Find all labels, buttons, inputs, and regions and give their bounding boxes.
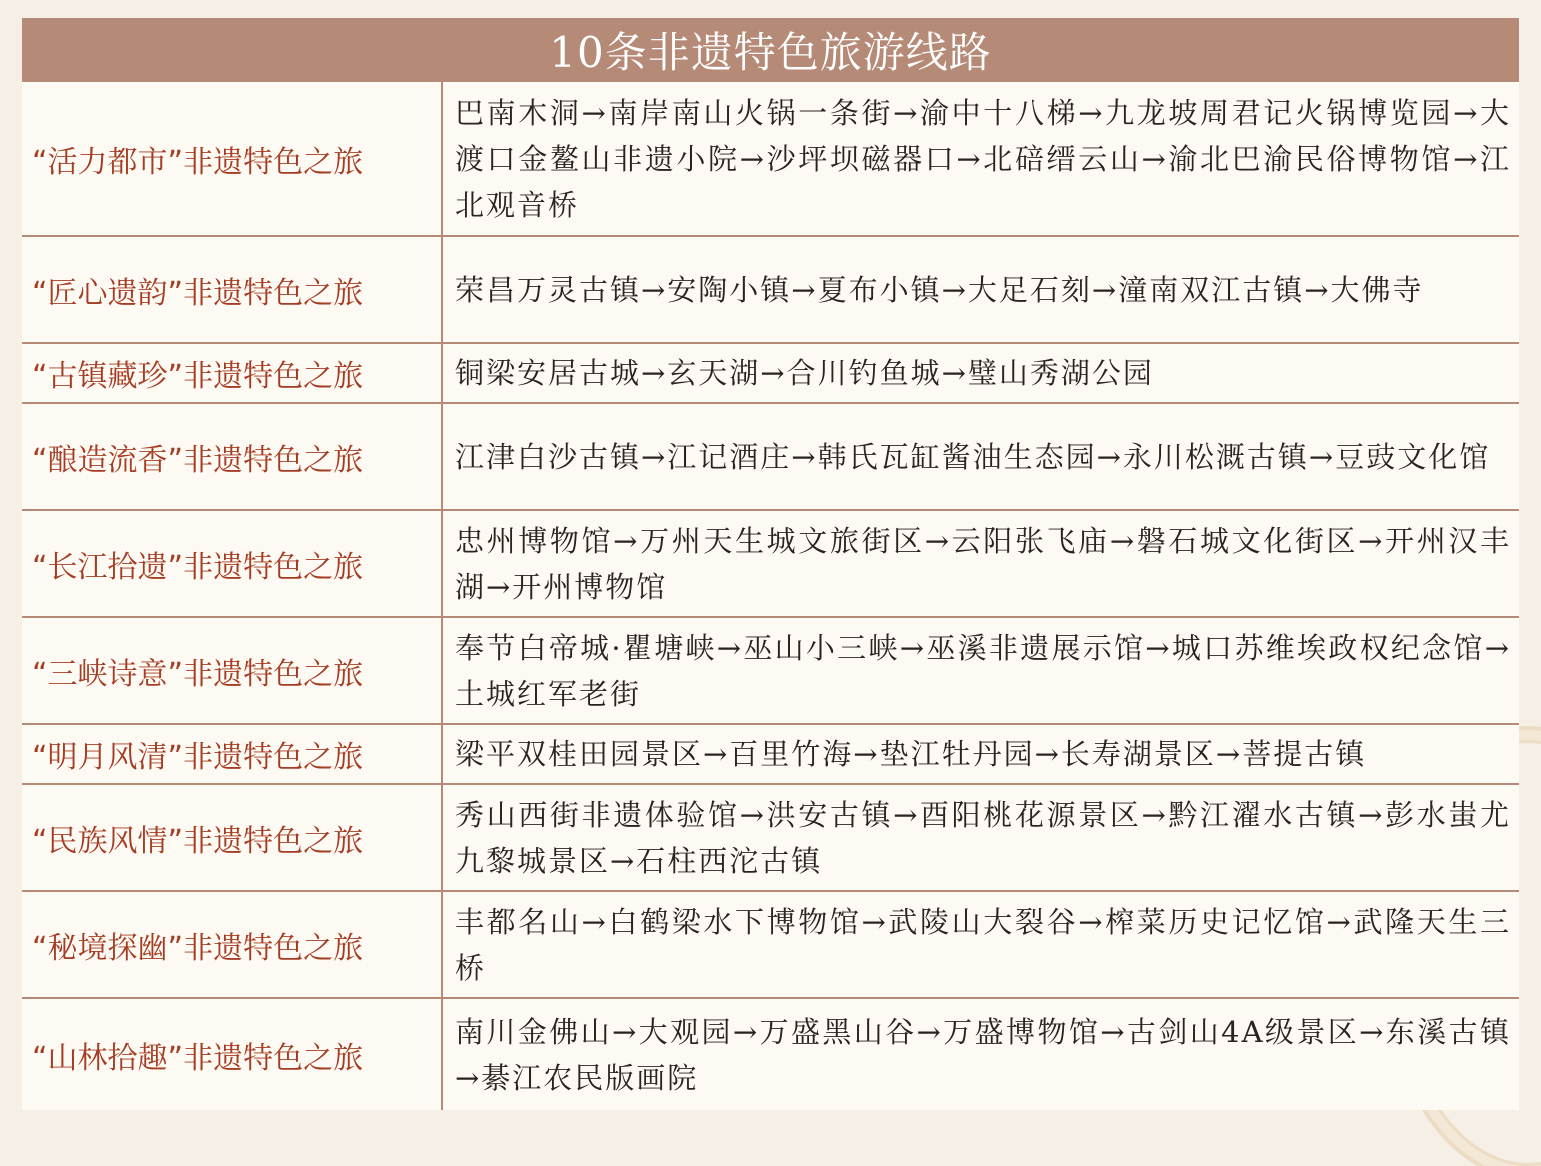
route-path: 巴南木洞→南岸南山火锅一条街→渝中十八梯→九龙坡周君记火锅博览园→大渡口金鳌山非遗小院→沙坪坝磁器口→北碚缙云山→渝北巴渝民俗博物馆→江北观音桥 bbox=[442, 82, 1519, 236]
route-path: 奉节白帝城·瞿塘峡→巫山小三峡→巫溪非遗展示馆→城口苏维埃政权纪念馆→土城红军老街 bbox=[442, 617, 1519, 724]
route-name: “山林拾趣”非遗特色之旅 bbox=[22, 998, 442, 1110]
table-row bbox=[22, 236, 1519, 343]
routes-table bbox=[22, 82, 1519, 1110]
table-row bbox=[22, 784, 1519, 891]
table-row bbox=[22, 724, 1519, 784]
table-row bbox=[22, 510, 1519, 617]
route-path: 秀山西街非遗体验馆→洪安古镇→酉阳桃花源景区→黔江濯水古镇→彭水蚩尤九黎城景区→石柱西沱古镇 bbox=[442, 784, 1519, 891]
route-name: “长江拾遗”非遗特色之旅 bbox=[22, 510, 442, 617]
page-title: 10条非遗特色旅游线路 bbox=[549, 28, 992, 77]
route-path: 梁平双桂田园景区→百里竹海→垫江牡丹园→长寿湖景区→菩提古镇 bbox=[442, 724, 1519, 784]
route-name: “匠心遗韵”非遗特色之旅 bbox=[22, 236, 442, 343]
table-row bbox=[22, 617, 1519, 724]
route-name: “古镇藏珍”非遗特色之旅 bbox=[22, 343, 442, 403]
route-name: “活力都市”非遗特色之旅 bbox=[22, 82, 442, 236]
route-path: 南川金佛山→大观园→万盛黑山谷→万盛博物馆→古剑山4A级景区→东溪古镇→綦江农民版画院 bbox=[455, 1014, 1511, 1095]
route-name: “酿造流香”非遗特色之旅 bbox=[22, 403, 442, 510]
route-path: 江津白沙古镇→江记酒庄→韩氏瓦缸酱油生态园→永川松溉古镇→豆豉文化馆 bbox=[442, 403, 1519, 510]
table-row bbox=[22, 998, 1519, 1110]
route-path: 忠州博物馆→万州天生城文旅街区→云阳张飞庙→磐石城文化街区→开州汉丰湖→开州博物馆 bbox=[442, 510, 1519, 617]
routes-infographic bbox=[22, 18, 1519, 1110]
route-name: “明月风清”非遗特色之旅 bbox=[22, 724, 442, 784]
route-path: 铜梁安居古城→玄天湖→合川钓鱼城→璧山秀湖公园 bbox=[442, 343, 1519, 403]
table-row bbox=[22, 82, 1519, 236]
title-banner bbox=[22, 18, 1519, 82]
route-name: “三峡诗意”非遗特色之旅 bbox=[22, 617, 442, 724]
route-path: 丰都名山→白鹤梁水下博物馆→武陵山大裂谷→榨菜历史记忆馆→武隆天生三桥 bbox=[442, 891, 1519, 998]
table-row bbox=[22, 343, 1519, 403]
route-name: “秘境探幽”非遗特色之旅 bbox=[22, 891, 442, 998]
table-row bbox=[22, 403, 1519, 510]
route-path: 荣昌万灵古镇→安陶小镇→夏布小镇→大足石刻→潼南双江古镇→大佛寺 bbox=[442, 236, 1519, 343]
route-name: “民族风情”非遗特色之旅 bbox=[22, 784, 442, 891]
table-row bbox=[22, 891, 1519, 998]
